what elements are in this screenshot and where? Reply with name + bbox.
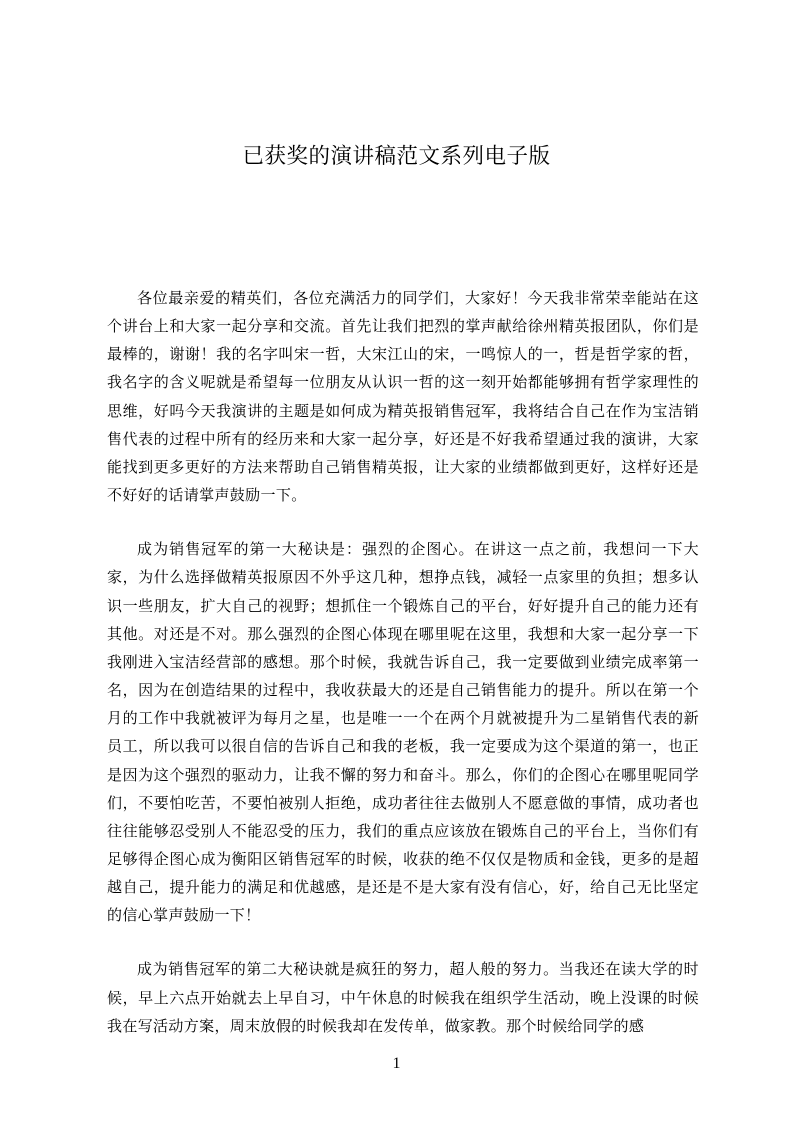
- document-body: [107, 284, 699, 1066]
- page-number: 1: [392, 1055, 401, 1072]
- document-title: 已获奖的演讲稿范文系列电子版: [242, 144, 551, 169]
- paragraph-secret-two: 成为销售冠军的第二大秘诀就是疯狂的努力，超人般的努力。当我还在读大学的时候，早上六点开始就去上早自习，中午休息的时候我在组织学生活动，晚上没课的时候我在写活动方案，周末放假的时候我却在发传单，做家教。那个时候给同学的感: [107, 960, 699, 1035]
- paragraph-secret-one: 成为销售冠军的第一大秘诀是：强烈的企图心。在讲这一点之前，我想问一下大家，为什么选择做精英报原因不外乎这几种，想挣点钱，减轻一点家里的负担；想多认识一些朋友，扩大自己的视野；想抓住一个锻炼自己的平台，好好提升自己的能力还有其他。对还是不对。那么强烈的企图心体现在哪里呢在这里，我想和大家一起分享一下我刚进入宝洁经营部的感想。那个时候，我就告诉自己，我一定要做到业绩完成率第一名，因为在创造结果的过程中，我收获最大的还是自己销售能力的提升。所以在第一个月的工作中我就被评为每月之星，也是唯一一个在两个月就被提升为二星销售代表的新员工，所以我可以很自信的告诉自己和我的老板，我一定要成为这个渠道的第一，也正是因为这个强烈的驱动力，让我不懈的努力和奋斗。那么，你们的企图心在哪里呢同学们，不要怕吃苦，不要怕被别人拒绝，成功者往往去做别人不愿意做的事情，成功者也往往能够忍受别人不能忍受的压力，我们的重点应该放在锻炼自己的平台上，当你们有足够得企图心成为衡阳区销售冠军的时候，收获的绝不仅仅是物质和金钱，更多的是超越自己，提升能力的满足和优越感，是还是不是大家有没有信心，好，给自己无比坚定的信心掌声鼓励一下！: [107, 540, 699, 925]
- paragraph-intro: 各位最亲爱的精英们，各位充满活力的同学们，大家好！今天我非常荣幸能站在这个讲台上和大家一起分享和交流。首先让我们把烈的掌声献给徐州精英报团队，你们是最棒的，谢谢！我的名字叫宋一哲，大宋江山的宋，一鸣惊人的一，哲是哲学家的哲，我名字的含义呢就是希望每一位朋友从认识一哲的这一刻开始都能够拥有哲学家理性的思维，好吗今天我演讲的主题是如何成为精英报销售冠军，我将结合自己在作为宝洁销售代表的过程中所有的经历来和大家一起分享，好还是不好我希望通过我的演讲，大家能找到更多更好的方法来帮助自己销售精英报，让大家的业绩都做到更好，这样好还是不好好的话请掌声鼓励一下。: [107, 289, 699, 505]
